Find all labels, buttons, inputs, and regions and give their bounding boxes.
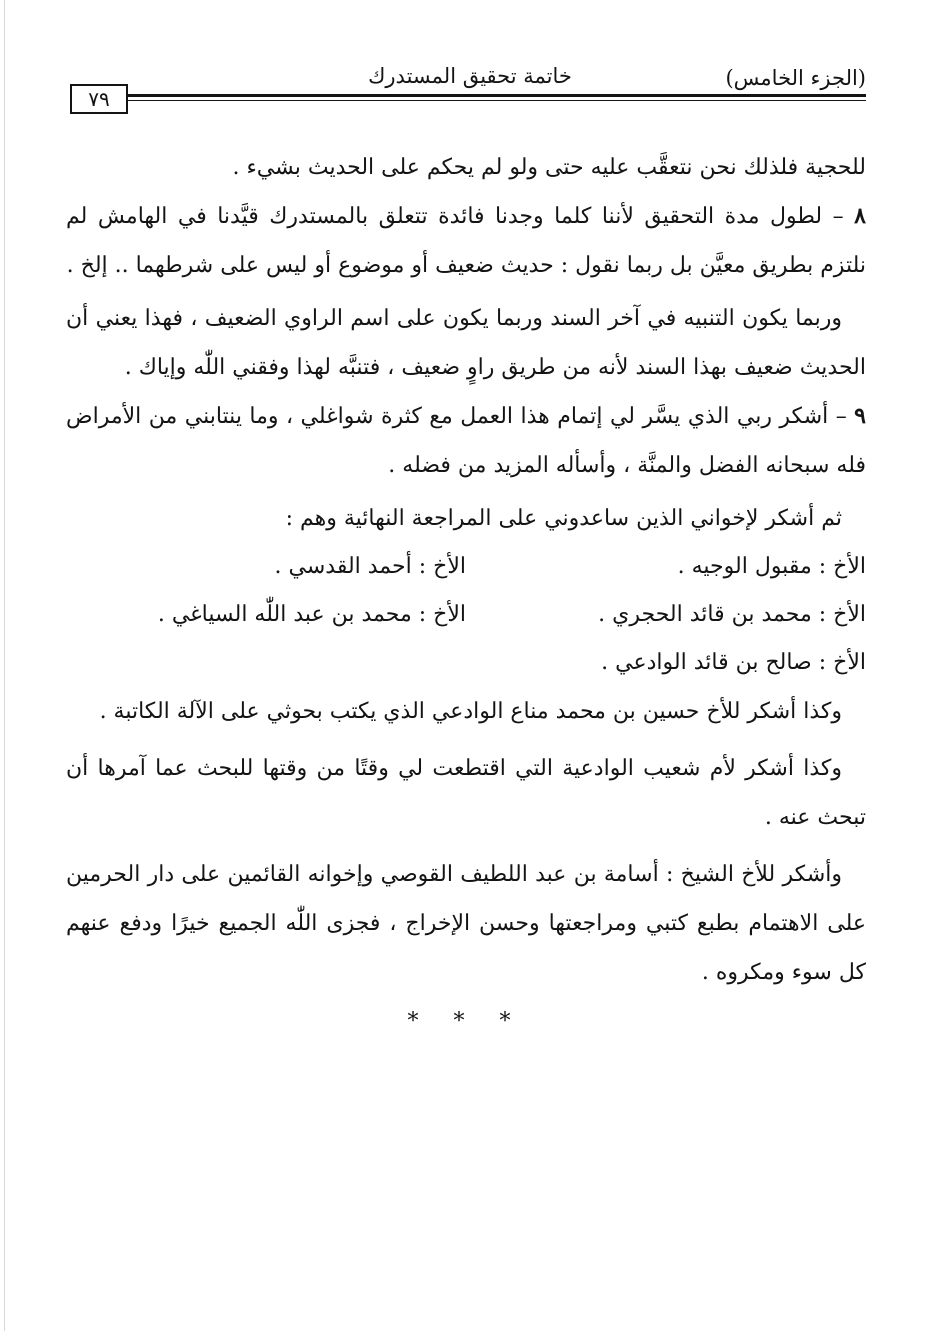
helpers-row [66,639,866,687]
paragraph-text: – لطول مدة التحقيق لأننا كلما وجدنا فائدة تتعلق بالمستدرك قيَّدنا في الهامش لم نلتزم بطريق معيَّن بل ربما نقول : حديث ضعيف أو موضوع أو ليس على شرطهما .. إلخ . [66,204,866,278]
paragraph: للحجية فلذلك نحن نتعقَّب عليه حتى ولو لم يحكم على الحديث بشيء . [232,155,866,180]
page-header [70,60,866,122]
helpers-row [66,543,866,591]
running-title: خاتمة تحقيق المستدرك [368,64,572,88]
paragraph-text: – أشكر ربي الذي يسَّر لي إتمام هذا العمل مع كثرة شواغلي ، وما ينتابني من الأمراض فله سبحانه الفضل والمنَّة ، وأسأله المزيد من فضله . [66,404,866,478]
numbered-paragraph-8 [66,192,866,290]
helper-name: الأخ : أحمد القدسي . [274,554,466,579]
page-number-box [70,84,128,114]
paragraph: وربما يكون التنبيه في آخر السند وربما يكون على اسم الراوي الضعيف ، فهذا يعني أن الحديث ضعيف بهذا السند لأنه من طريق راوٍ ضعيف ، فتنبَّه لهذا وفقني اللّٰه وإياك . [66,306,866,380]
paragraph: ثم أشكر لإخواني الذين ساعدوني على المراجعة النهائية وهم : [285,506,842,531]
header-rule-thin [128,100,866,101]
paragraph: وأشكر للأخ الشيخ : أسامة بن عبد اللطيف القوصي وإخوانه القائمين على دار الحرمين على الاهتمام بطبع كتبي ومراجعتها وحسن الإخراج ، فجزى اللّٰه الجميع خيرًا ودفع عنهم كل سوء ومكروه . [66,862,866,985]
header-rule [128,94,866,97]
helper-name: الأخ : مقبول الوجيه . [677,554,866,579]
page-edge [4,0,5,1331]
numbered-paragraph-9 [66,392,866,490]
paragraph: وكذا أشكر لأم شعيب الوادعية التي اقتطعت لي وقتًا من وقتها للبحث عما آمرها أن تبحث عنه . [66,756,866,830]
item-number: ٩ [854,403,866,429]
helper-name: الأخ : صالح بن قائد الوادعي . [601,650,866,675]
helper-name: الأخ : محمد بن عبد اللّٰه السياغي . [157,602,466,627]
paragraph: وكذا أشكر للأخ حسين بن محمد مناع الوادعي الذي يكتب بحوثي على الآلة الكاتبة . [99,699,842,724]
helpers-row [66,591,866,639]
helper-name: الأخ : محمد بن قائد الحجري . [598,602,866,627]
page-body [66,143,866,1034]
section-separator: * * * [407,1009,525,1034]
part-label: (الجزء الخامس) [725,66,866,90]
item-number: ٨ [854,203,866,229]
page-number: ٧٩ [88,87,110,111]
